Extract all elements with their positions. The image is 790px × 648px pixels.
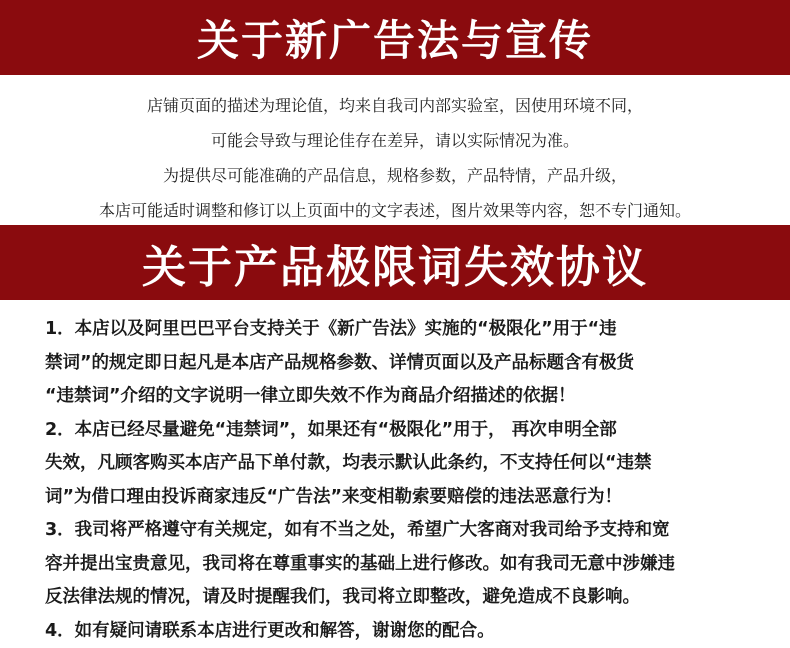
agreement-line: 4．如有疑问请联系本店进行更改和解答，谢谢您的配合。 bbox=[45, 620, 495, 641]
agreement-line: 容并提出宝贵意见，我司将在尊重事实的基础上进行修改。如有我司无意中涉嫌违 bbox=[45, 553, 675, 574]
advertising-notice bbox=[0, 88, 790, 228]
notice-line: 本店可能适时调整和修订以上页面中的文字表述，图片效果等内容，恕不专门通知。 bbox=[98, 201, 691, 220]
agreement-line: 3．我司将严格遵守有关规定，如有不当之处，希望广大客商对我司给予支持和宽 bbox=[45, 520, 670, 540]
extreme-words-title: 关于产品极限词失效协议 bbox=[142, 241, 648, 293]
agreement-line: 禁词”的规定即日起凡是本店产品规格参数、详情页面以及产品标题含有极货 bbox=[45, 352, 634, 373]
agreement-line: 反法律法规的情况，请及时提醒我们，我司将立即整改，避免造成不良影响。 bbox=[45, 587, 640, 607]
agreement-line: 2．本店已经尽量避免“违禁词”，如果还有“极限化”用于， 再次申明全部 bbox=[45, 419, 617, 440]
advertising-law-title: 关于新广告法与宣传 bbox=[196, 15, 593, 65]
notice-line: 为提供尽可能准确的产品信息，规格参数，产品特情，产品升级， bbox=[162, 166, 627, 185]
notice-line: 店铺页面的描述为理论值，均来自我司内部实验室，因使用环境不同， bbox=[146, 96, 643, 115]
notice-line: 可能会导致与理论佳存在差异，请以实际情况为准。 bbox=[210, 131, 579, 150]
extreme-words-banner bbox=[0, 225, 790, 300]
agreement-line: 词”为借口理由投诉商家违反“广告法”来变相勒索要赔偿的违法恶意行为！ bbox=[45, 486, 623, 507]
agreement-line: “违禁词”介绍的文字说明一律立即失效不作为商品介绍描述的依据！ bbox=[45, 386, 576, 406]
extreme-words-agreement bbox=[45, 313, 775, 648]
agreement-line: 1．本店以及阿里巴巴平台支持关于《新广告法》实施的“极限化”用于“违 bbox=[45, 319, 617, 339]
agreement-line: 失效，凡顾客购买本店产品下单付款，均表示默认此条约，不支持任何以“违禁 bbox=[45, 453, 652, 473]
advertising-law-banner bbox=[0, 0, 790, 75]
